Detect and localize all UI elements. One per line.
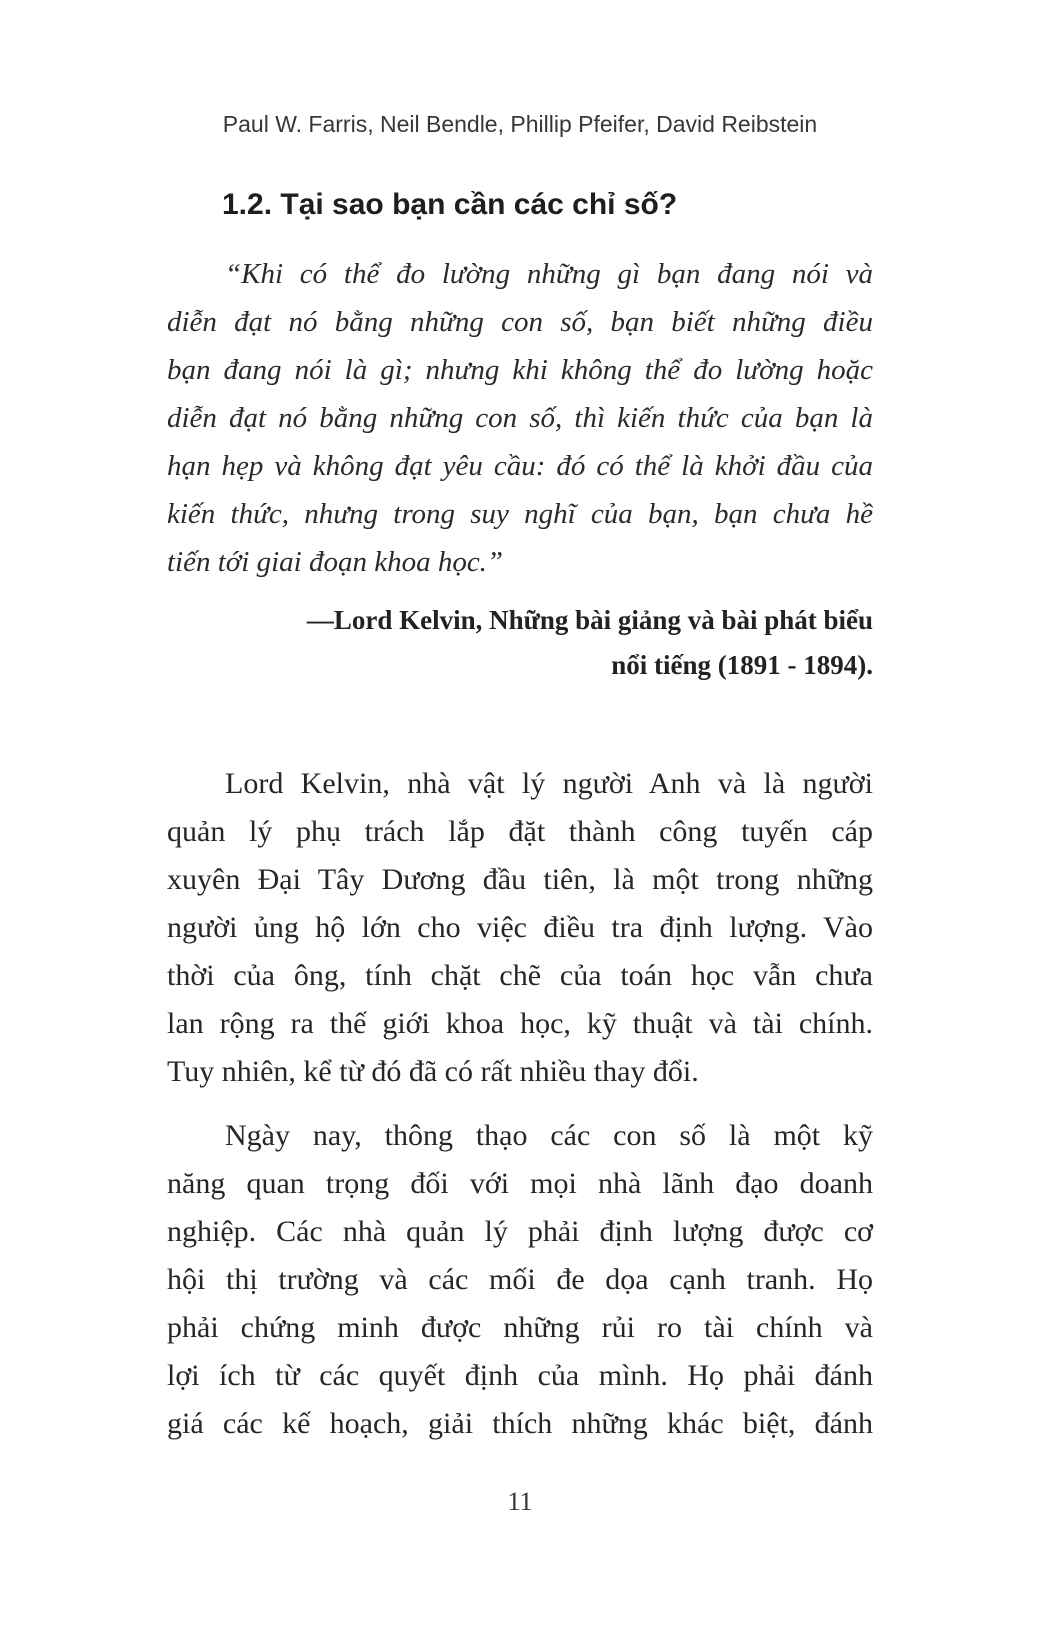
text-line: diễn đạt nó bằng những con số, bạn biết những điều [167,306,873,338]
text-line: nghiệp. Các nhà quản lý phải định lượng được cơ [167,1215,873,1248]
section-heading: 1.2. Tại sao bạn cần các chỉ số? [222,188,678,221]
text-line: bạn đang nói là gì; nhưng khi không thể đo lường hoặc [167,354,873,386]
body-paragraph-2 [167,1112,873,1448]
text-line: Ngày nay, thông thạo các con số là một kỹ [225,1119,873,1152]
text-line: lợi ích từ các quyết định của mình. Họ phải đánh [167,1359,873,1392]
text-line: tiến tới giai đoạn khoa học.” [167,546,504,578]
text-line: “Khi có thể đo lường những gì bạn đang nói và [225,258,873,290]
text-line: quản lý phụ trách lắp đặt thành công tuyến cáp [167,815,873,848]
text-line: người ủng hộ lớn cho việc điều tra định lượng. Vào [167,911,873,944]
text-line: Lord Kelvin, nhà vật lý người Anh và là người [225,767,873,800]
quote-attribution [167,598,873,688]
text-line: năng quan trọng đối với mọi nhà lãnh đạo doanh [167,1167,873,1200]
quote-block [167,250,873,586]
text-line: diễn đạt nó bằng những con số, thì kiến thức của bạn là [167,402,873,434]
page-number: 11 [507,1487,533,1516]
page-header-authors: Paul W. Farris, Neil Bendle, Phillip Pfeifer, David Reibstein [222,111,818,137]
text-line: thời của ông, tính chặt chẽ của toán học vẫn chưa [167,959,873,992]
text-line: xuyên Đại Tây Dương đầu tiên, là một trong những [167,863,873,896]
text-line: nổi tiếng (1891 - 1894). [611,650,873,680]
text-line: Tuy nhiên, kể từ đó đã có rất nhiều thay đổi. [167,1055,699,1088]
text-line: —Lord Kelvin, Những bài giảng và bài phát biểu [306,605,873,635]
text-line: kiến thức, nhưng trong suy nghĩ của bạn, bạn chưa hề [167,498,873,530]
text-line: giá các kế hoạch, giải thích những khác biệt, đánh [167,1407,873,1440]
text-line: hội thị trường và các mối đe dọa cạnh tranh. Họ [167,1263,873,1296]
body-paragraph-1 [167,760,873,1096]
text-line: hạn hẹp và không đạt yêu cầu: đó có thể là khởi đầu của [167,450,873,482]
text-line: lan rộng ra thế giới khoa học, kỹ thuật và tài chính. [167,1007,873,1040]
text-line: phải chứng minh được những rủi ro tài chính và [167,1311,873,1344]
